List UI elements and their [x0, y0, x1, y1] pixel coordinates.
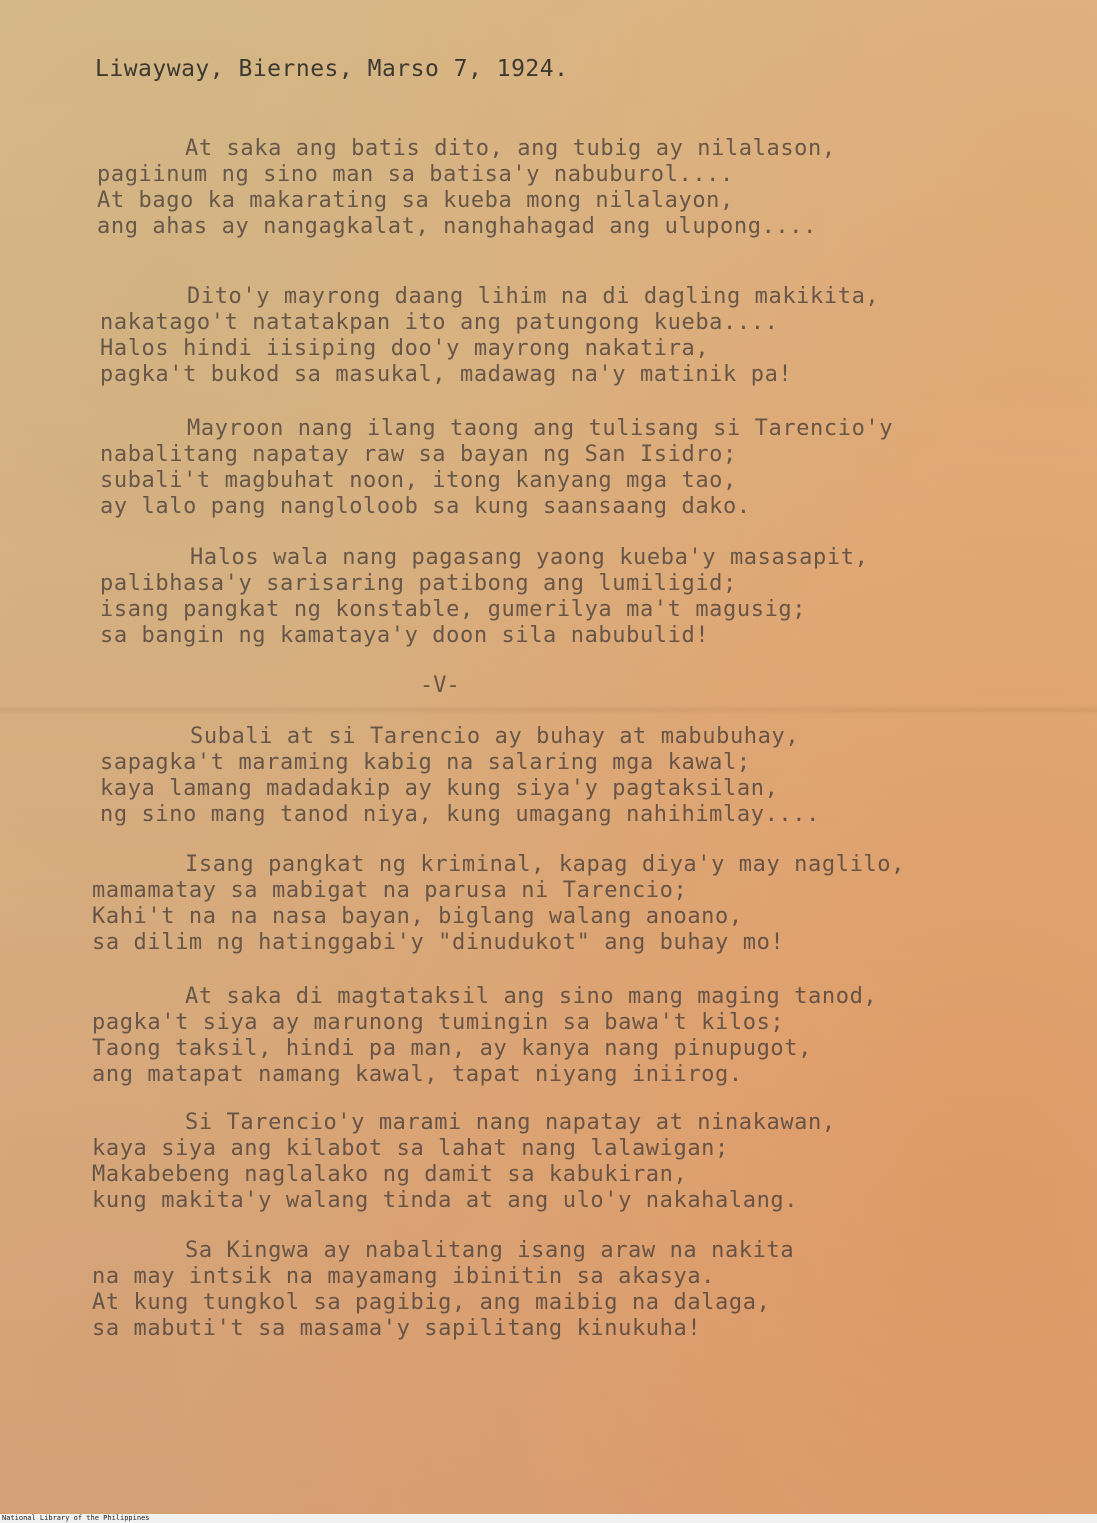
stanza-line: kung makita'y walang tinda at ang ulo'y nakahalang. — [92, 1188, 799, 1213]
section-marker: -V- — [420, 673, 460, 698]
stanza-line: palibhasa'y sarisaring patibong ang lumiligid; — [100, 571, 737, 596]
stanza-line: ay lalo pang nangloloob sa kung saansaang dako. — [100, 494, 751, 519]
stanza-line: pagiinum ng sino man sa batisa'y nabuburol.... — [97, 162, 734, 187]
stanza-line: ang matapat namang kawal, tapat niyang iniirog. — [92, 1062, 743, 1087]
stanza-line: pagka't siya ay marunong tumingin sa bawa't kilos; — [92, 1010, 785, 1035]
stanza-line: Sa Kingwa ay nabalitang isang araw na nakita — [185, 1238, 795, 1263]
stanza-line: sa mabuti't sa masama'y sapilitang kinukuha! — [92, 1316, 702, 1341]
stanza-line: Dito'y mayrong daang lihim na di dagling makikita, — [187, 284, 880, 309]
stanza-line: ng sino mang tanod niya, kung umagang nahihimlay.... — [100, 802, 820, 827]
stanza-line: At saka di magtataksil ang sino mang maging tanod, — [185, 984, 878, 1009]
stanza-line: ang ahas ay nangagkalat, nanghahagad ang ulupong.... — [97, 214, 817, 239]
paper-fold-crease — [0, 705, 1097, 715]
stanza-line: na may intsik na mayamang ibinitin sa akasya. — [92, 1264, 716, 1289]
stanza-line: At kung tungkol sa pagibig, ang maibig na dalaga, — [92, 1290, 771, 1315]
stanza-line: sa bangin ng kamataya'y doon sila nabubulid! — [100, 623, 710, 648]
stanza-line: At bago ka makarating sa kueba mong nilalayon, — [97, 188, 734, 213]
stanza-line: kaya lamang madadakip ay kung siya'y pagtaksilan, — [100, 776, 779, 801]
stanza-line: nabalitang napatay raw sa bayan ng San Isidro; — [100, 442, 737, 467]
stanza-line: Halos hindi iisiping doo'y mayrong nakatira, — [100, 336, 710, 361]
stanza-line: Taong taksil, hindi pa man, ay kanya nang pinupugot, — [92, 1036, 812, 1061]
stanza-line: mamamatay sa mabigat na parusa ni Tarencio; — [92, 878, 688, 903]
stanza-line: Si Tarencio'y marami nang napatay at ninakawan, — [185, 1110, 836, 1135]
stanza-line: Halos wala nang pagasang yaong kueba'y masasapit, — [190, 545, 869, 570]
stanza-line: sa dilim ng hatinggabi'y "dinudukot" ang buhay mo! — [92, 930, 785, 955]
library-credit-footer: National Library of the Philippines — [2, 1514, 150, 1522]
stanza-line: Subali at si Tarencio ay buhay at mabubuhay, — [190, 724, 800, 749]
stanza-line: Makabebeng naglalako ng damit sa kabukiran, — [92, 1162, 688, 1187]
document-header-date: Liwayway, Biernes, Marso 7, 1924. — [95, 56, 569, 82]
stanza-line: Kahi't na na nasa bayan, biglang walang anoano, — [92, 904, 743, 929]
stanza-line: nakatago't natatakpan ito ang patungong kueba.... — [100, 310, 779, 335]
stanza-line: At saka ang batis dito, ang tubig ay nilalason, — [185, 136, 836, 161]
stanza-line: sapagka't maraming kabig na salaring mga kawal; — [100, 750, 751, 775]
stanza-line: subali't magbuhat noon, itong kanyang mga tao, — [100, 468, 737, 493]
stanza-line: Mayroon nang ilang taong ang tulisang si Tarencio'y — [187, 416, 894, 441]
stanza-line: pagka't bukod sa masukal, madawag na'y matinik pa! — [100, 362, 793, 387]
stanza-line: kaya siya ang kilabot sa lahat nang lalawigan; — [92, 1136, 729, 1161]
stanza-line: isang pangkat ng konstable, gumerilya ma't magusig; — [100, 597, 807, 622]
stanza-line: Isang pangkat ng kriminal, kapag diya'y may naglilo, — [185, 852, 905, 877]
